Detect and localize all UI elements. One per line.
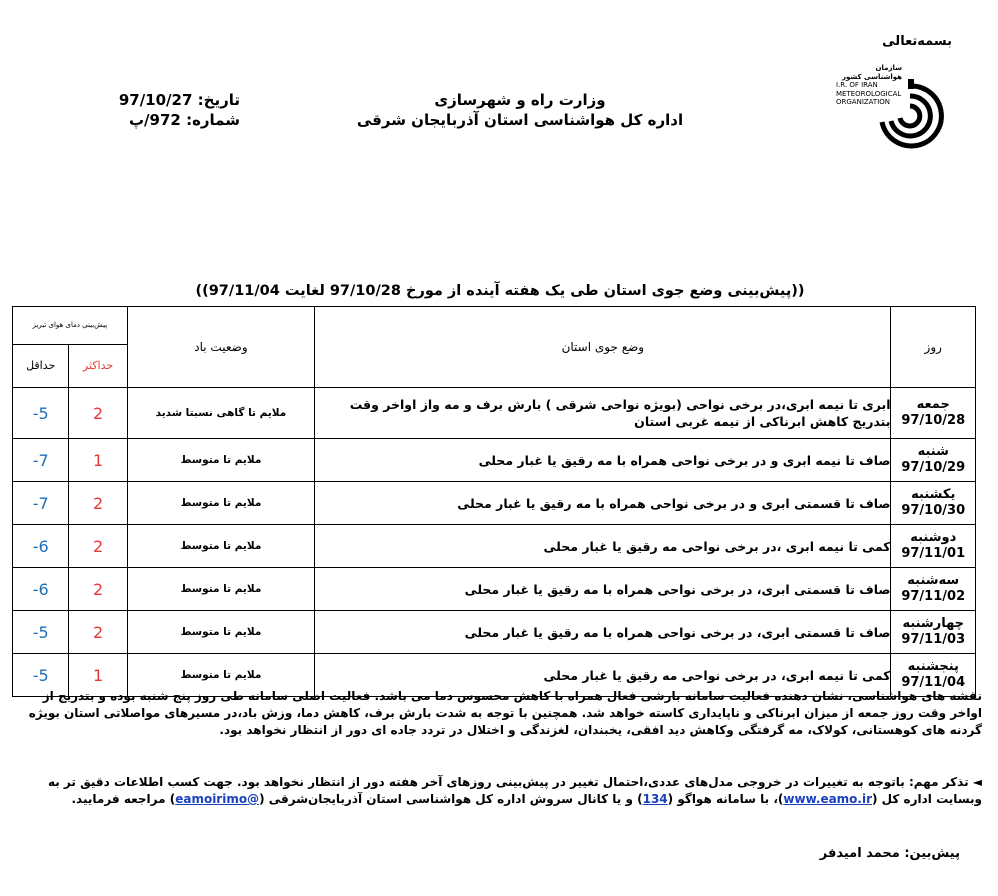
letter-meta	[60, 90, 240, 130]
min-temp-cell: -7	[13, 482, 69, 525]
logo-org-fa: سازمان هواشناسی کشور	[841, 64, 902, 81]
logo-org-en-3: ORGANIZATION	[836, 98, 891, 106]
max-temp-cell: 2	[69, 611, 127, 654]
table-row	[13, 388, 976, 439]
day-name: چهارشنبه	[902, 616, 965, 631]
wind-cell: ملایم تا متوسط	[127, 611, 314, 654]
day-name: یکشنبه	[911, 487, 956, 502]
notice-text-4: ) مراجعه فرمایید.	[71, 792, 176, 806]
day-date: 97/10/30	[901, 503, 966, 518]
max-temp-cell: 2	[69, 525, 127, 568]
day-cell	[891, 568, 976, 611]
day-date: 97/11/03	[901, 632, 966, 647]
wind-cell: ملایم تا متوسط	[127, 439, 314, 482]
header-day: روز	[891, 307, 976, 388]
department-name: اداره کل هواشناسی استان آذربایجان شرقی	[356, 111, 684, 129]
header-temperature: پیش‌بینی دمای هوای تبریز	[13, 307, 128, 345]
condition-cell: کمی تا نیمه ابری، در برخی نواحی مه رقیق یا غبار محلی	[315, 654, 891, 697]
min-temp-cell: -6	[13, 568, 69, 611]
meteorological-organization-logo	[836, 64, 958, 150]
spiral-logo-icon	[870, 76, 956, 150]
condition-cell: صاف تا نیمه ابری و در برخی نواحی همراه با مه رقیق یا غبار محلی	[315, 439, 891, 482]
day-name: پنجشنبه	[907, 659, 959, 674]
day-date: 97/10/28	[901, 413, 966, 428]
logo-org-en-2: METEOROLOGICAL	[836, 89, 902, 98]
condition-cell: ابری تا نیمه ابری،در برخی نواحی (بویژه نواحی شرقی ) بارش برف و مه واز اواخر وقت بتدریج کاهش ابرناکی از نیمه غربی استان	[315, 388, 891, 439]
wind-cell: ملایم تا متوسط	[127, 482, 314, 525]
table-row	[13, 439, 976, 482]
min-temp-cell: -5	[13, 611, 69, 654]
max-temp-cell: 2	[69, 388, 127, 439]
letter-number: شماره: 972/پ	[128, 111, 240, 129]
forecaster-name: پیش‌بین: محمد امیدفر	[819, 846, 960, 861]
day-name: سه‌شنبه	[907, 573, 960, 588]
header-max: حداکثر	[69, 344, 127, 387]
wind-cell: ملایم تا گاهی نسبتا شدید	[127, 388, 314, 439]
header-wind: وضعیت باد	[127, 307, 314, 388]
header-min: حداقل	[13, 344, 69, 387]
min-temp-cell: -5	[13, 388, 69, 439]
ministry-heading	[320, 90, 720, 130]
condition-cell: کمی تا نیمه ابری ،در برخی نواحی مه رقیق یا غبار محلی	[315, 525, 891, 568]
important-notice	[18, 774, 982, 808]
notice-text-1: ◄ تذکر مهم: باتوجه به تغییرات در خروجی مدل‌های عددی،احتمال تغییر در پیش‌بینی روزهای آخر هفته دور از انتظار نخواهد بود. جهت کسب اطلاعات دقیق تر به وبسایت اداره کل (	[47, 775, 982, 806]
day-date: 97/11/01	[901, 546, 966, 561]
hotline-link[interactable]: 134	[642, 792, 668, 806]
wind-cell: ملایم تا متوسط	[127, 525, 314, 568]
day-cell	[891, 388, 976, 439]
wind-cell: ملایم تا متوسط	[127, 654, 314, 697]
max-temp-cell: 2	[69, 568, 127, 611]
min-temp-cell: -5	[13, 654, 69, 697]
header-condition: وضع جوی استان	[315, 307, 891, 388]
max-temp-cell: 2	[69, 482, 127, 525]
day-date: 97/11/04	[901, 675, 966, 690]
notice-text-3: ) و یا کانال سروش اداره کل هواشناسی استان آذربایجان‌شرقی (	[259, 792, 643, 806]
channel-link[interactable]: @eamoirimo	[175, 792, 260, 806]
forecast-title: ((پیش‌بینی وضع جوی استان طی یک هفته آینده از مورخ 97/10/28 لغایت 97/11/04))	[195, 283, 805, 299]
table-row	[13, 525, 976, 568]
table-row	[13, 611, 976, 654]
condition-cell: صاف تا قسمتی ابری، در برخی نواحی همراه با مه رقیق یا غبار محلی	[315, 568, 891, 611]
min-temp-cell: -6	[13, 525, 69, 568]
logo-org-en-1: I.R. OF IRAN	[836, 81, 878, 89]
ministry-name: وزارت راه و شهرسازی	[434, 91, 606, 109]
forecast-table	[12, 306, 976, 697]
condition-cell: صاف تا قسمتی ابری، در برخی نواحی همراه با مه رقیق یا غبار محلی	[315, 611, 891, 654]
day-date: 97/10/29	[901, 460, 966, 475]
day-name: جمعه	[916, 397, 950, 412]
day-cell	[891, 482, 976, 525]
table-row	[13, 568, 976, 611]
day-date: 97/11/02	[901, 589, 966, 604]
bismillah-header: بسمه‌تعالی	[882, 34, 952, 49]
day-cell	[891, 611, 976, 654]
min-temp-cell: -7	[13, 439, 69, 482]
notice-text-2: )، با سامانه هواگو (	[667, 792, 784, 806]
condition-cell: صاف تا قسمتی ابری و در برخی نواحی همراه با مه رقیق یا غبار محلی	[315, 482, 891, 525]
max-temp-cell: 1	[69, 654, 127, 697]
day-cell	[891, 439, 976, 482]
website-link[interactable]: www.eamo.ir	[783, 792, 873, 806]
day-name: شنبه	[917, 444, 949, 459]
day-cell	[891, 525, 976, 568]
table-row	[13, 482, 976, 525]
wind-cell: ملایم تا متوسط	[127, 568, 314, 611]
letter-date: تاریخ: 97/10/27	[118, 91, 240, 109]
synoptic-notes: نقشه های هواشناسی، نشان دهنده فعالیت سامانه بارشی فعال همراه با کاهش محسوس دما می باشد. فعالیت اصلی سامانه طی روز پنج شنبه بوده و بتدریج از اواخر وقت روز جمعه از میزان ابرناکی و ناپایداری کاسته خواهد شد. همچنین با توجه به شدت بارش برف، کاهش دما، وزش باد،در مسیرهای مواصلاتی استان بویژه گردنه های کوهستانی، کولاک، مه گرفتگی وکاهش دید افقی، یخبندان، لغزندگی و اختلال در تردد جاده ای دور از انتظار نخواهد بود.	[28, 689, 982, 737]
max-temp-cell: 1	[69, 439, 127, 482]
day-name: دوشنبه	[910, 530, 957, 545]
